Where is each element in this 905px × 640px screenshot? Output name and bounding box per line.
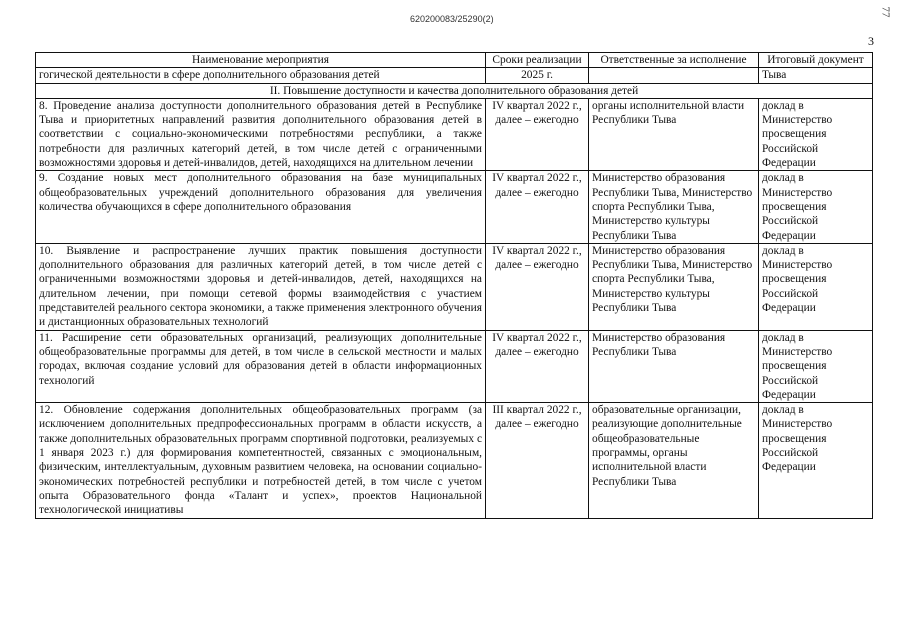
cell-term: IV квартал 2022 г., далее – ежегодно: [486, 330, 589, 402]
cell-document: доклад в Министерство просвещения Российской Федерации: [759, 330, 873, 402]
cell-responsible: Министерство образования Республики Тыва, Министерство спорта Республики Тыва, Министерство культуры Республики Тыва: [589, 243, 759, 330]
section-row: [36, 83, 873, 98]
col-header-term: Сроки реализации: [486, 53, 589, 68]
cell-responsible: Министерство образования Республики Тыва, Министерство спорта Республики Тыва, Министерство культуры Республики Тыва: [589, 171, 759, 243]
cell-responsible: образовательные организации, реализующие дополнительные общеобразовательные программы, органы исполнительной власти Республики Тыва: [589, 403, 759, 518]
col-header-document: Итоговый документ: [759, 53, 873, 68]
page-number: 3: [868, 34, 874, 48]
table-row: [36, 171, 873, 243]
cell-term: IV квартал 2022 г., далее – ежегодно: [486, 98, 589, 170]
col-header-name: Наименование мероприятия: [36, 53, 486, 68]
cell-document: доклад в Министерство просвещения Российской Федерации: [759, 403, 873, 518]
table-row: [36, 98, 873, 170]
cell-responsible: Министерство образования Республики Тыва: [589, 330, 759, 402]
cell-responsible: органы исполнительной власти Республики Тыва: [589, 98, 759, 170]
corner-mark: 77: [879, 6, 892, 18]
cell-document: Тыва: [759, 68, 873, 83]
cell-name: 9. Создание новых мест дополнительного образования на базе муниципальных общеобразовательных учреждений дополнительного образования для увеличения количества обучающихся в сфере дополнительного образования: [36, 171, 486, 243]
cell-term: III квартал 2022 г., далее – ежегодно: [486, 403, 589, 518]
table-row: [36, 243, 873, 330]
document-id: 620200083/25290(2): [410, 14, 494, 24]
cell-term: 2025 г.: [486, 68, 589, 83]
cell-name: 8. Проведение анализа доступности дополнительного образования детей в Республике Тыва и приоритетных направлений развития дополнительного образования детей в соответствии с социально-экономическими потребностями республики, а также потребности для различных категорий детей, в том числе детей с ограниченными возможностями здоровья и детей-инвалидов, детей, находящихся на длительном лечении: [36, 98, 486, 170]
cell-name: 12. Обновление содержания дополнительных общеобразовательных программ (за исключением дополнительных предпрофессиональных программ в области искусств, а также дополнительных образовательных программ спортивной подготовки, реализуемых с 1 января 2023 г.) для формирования компетентностей, связанных с эмоциональным, физическим, интеллектуальным, духовным развитием человека, на основании социально-экономических потребностей республики и потребностей детей, в том числе с учетом опыта Образовательного фонда «Талант и успех», проектов Национальной технологической инициативы: [36, 403, 486, 518]
cell-term: IV квартал 2022 г., далее – ежегодно: [486, 243, 589, 330]
cell-document: доклад в Министерство просвещения Российской Федерации: [759, 243, 873, 330]
cell-name: 10. Выявление и распространение лучших практик повышения доступности дополнительного образования для различных категорий детей, в том числе детей с ограниченными возможностями здоровья и детей-инвалидов, детей, находящихся на длительном лечении, при помощи сетевой формы взаимодействия с участием представителей реального сектора экономики, а также применения электронного обучения и дистанционных образовательных технологий: [36, 243, 486, 330]
cell-responsible: [589, 68, 759, 83]
col-header-responsible: Ответственные за исполнение: [589, 53, 759, 68]
cell-name: 11. Расширение сети образовательных организаций, реализующих дополнительные общеобразовательные программы для детей, в том числе в сельской местности и малых городах, включая создание условий для образования детей в области информационных технологий: [36, 330, 486, 402]
table-header-row: [36, 53, 873, 68]
cell-name: гогической деятельности в сфере дополнительного образования детей: [36, 68, 486, 83]
table-row: [36, 330, 873, 402]
measures-table: [35, 52, 873, 519]
cell-term: IV квартал 2022 г., далее – ежегодно: [486, 171, 589, 243]
section-title: II. Повышение доступности и качества дополнительного образования детей: [36, 83, 873, 98]
table-row: [36, 403, 873, 518]
cell-document: доклад в Министерство просвещения Российской Федерации: [759, 98, 873, 170]
cell-document: доклад в Министерство просвещения Российской Федерации: [759, 171, 873, 243]
table-row-continuation: [36, 68, 873, 83]
